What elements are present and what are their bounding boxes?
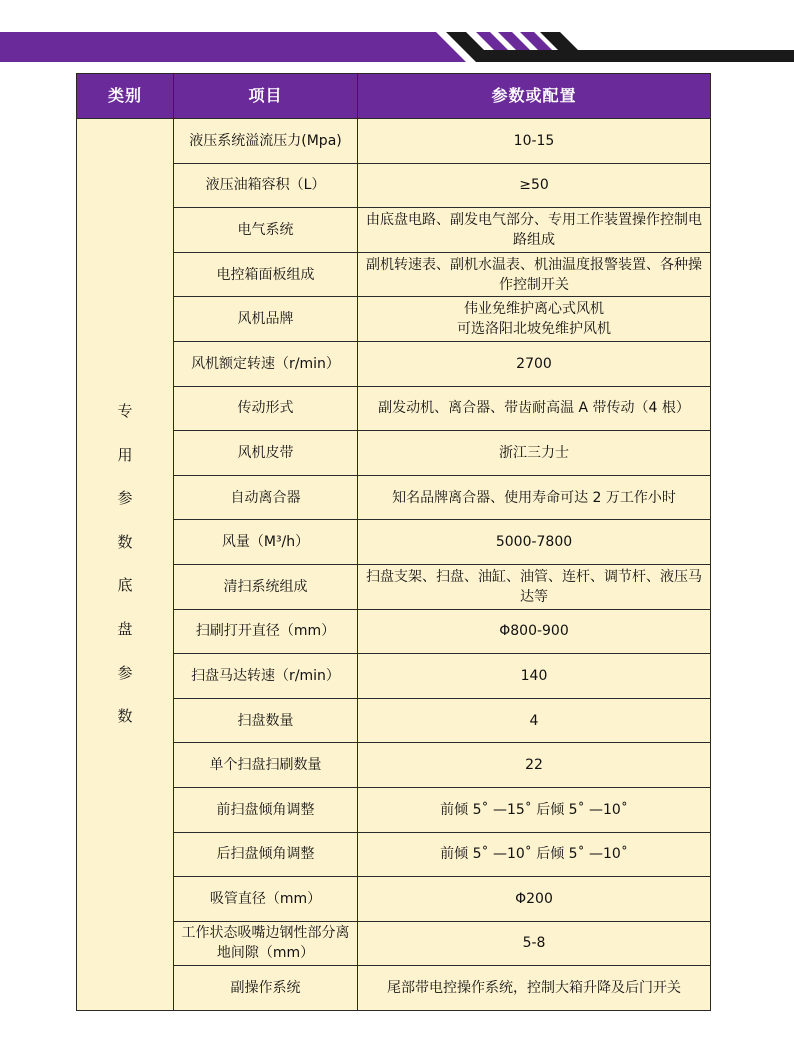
value-cell: 140 (358, 654, 711, 699)
value-cell: 副机转速表、副机水温表、机油温度报警装置、各种操作控制开关 (358, 252, 711, 297)
item-cell: 扫盘数量 (174, 698, 358, 743)
item-cell: 电控箱面板组成 (174, 252, 358, 297)
item-cell: 副操作系统 (174, 966, 358, 1011)
item-cell: 传动形式 (174, 386, 358, 431)
value-cell: 尾部带电控操作系统，控制大箱升降及后门开关 (358, 966, 711, 1011)
item-cell: 单个扫盘扫刷数量 (174, 743, 358, 788)
category-label: 专用参数底盘参数 (117, 402, 133, 726)
header-value: 参数或配置 (358, 74, 711, 119)
item-cell: 扫刷打开直径（mm） (174, 609, 358, 654)
value-cell: 副发动机、离合器、带齿耐高温 A 带传动（4 根） (358, 386, 711, 431)
value-line: 可选洛阳北坡免维护风机 (457, 321, 611, 338)
header-decoration-band (0, 32, 794, 62)
item-cell: 前扫盘倾角调整 (174, 787, 358, 832)
item-cell: 清扫系统组成 (174, 564, 358, 609)
value-cell: 5000-7800 (358, 520, 711, 565)
item-cell: 风机皮带 (174, 431, 358, 476)
value-cell: 5-8 (358, 921, 711, 966)
value-cell: 22 (358, 743, 711, 788)
item-cell: 扫盘马达转速（r/min） (174, 654, 358, 699)
value-cell (358, 297, 711, 342)
value-cell: Φ800-900 (358, 609, 711, 654)
item-cell: 风机额定转速（r/min） (174, 341, 358, 386)
table-row (77, 119, 711, 164)
item-cell: 自动离合器 (174, 475, 358, 520)
category-cell (77, 119, 174, 1011)
item-cell: 吸管直径（mm） (174, 877, 358, 922)
item-cell: 电气系统 (174, 208, 358, 253)
header-item: 项目 (174, 74, 358, 119)
spec-table (76, 73, 711, 1011)
value-cell: 前倾 5˚ —10˚ 后倾 5˚ —10˚ (358, 832, 711, 877)
value-cell: 4 (358, 698, 711, 743)
value-cell: ≥50 (358, 163, 711, 208)
value-line: 伟业免维护离心式风机 (464, 301, 604, 318)
item-cell: 液压油箱容积（L） (174, 163, 358, 208)
table-header-row (77, 74, 711, 119)
item-cell: 风机品牌 (174, 297, 358, 342)
item-cell: 风量（M³/h） (174, 520, 358, 565)
item-cell: 工作状态吸嘴边钢性部分离地间隙（mm） (174, 921, 358, 966)
value-cell: Φ200 (358, 877, 711, 922)
value-cell: 知名品牌离合器、使用寿命可达 2 万工作小时 (358, 475, 711, 520)
value-cell: 由底盘电路、副发电气部分、专用工作装置操作控制电路组成 (358, 208, 711, 253)
item-cell: 液压系统溢流压力(Mpa) (174, 119, 358, 164)
value-cell: 前倾 5˚ —15˚ 后倾 5˚ —10˚ (358, 787, 711, 832)
value-cell: 扫盘支架、扫盘、油缸、油管、连杆、调节杆、液压马达等 (358, 564, 711, 609)
value-cell: 浙江三力士 (358, 431, 711, 476)
item-cell: 后扫盘倾角调整 (174, 832, 358, 877)
header-category: 类别 (77, 74, 174, 119)
value-cell: 2700 (358, 341, 711, 386)
value-cell: 10-15 (358, 119, 711, 164)
